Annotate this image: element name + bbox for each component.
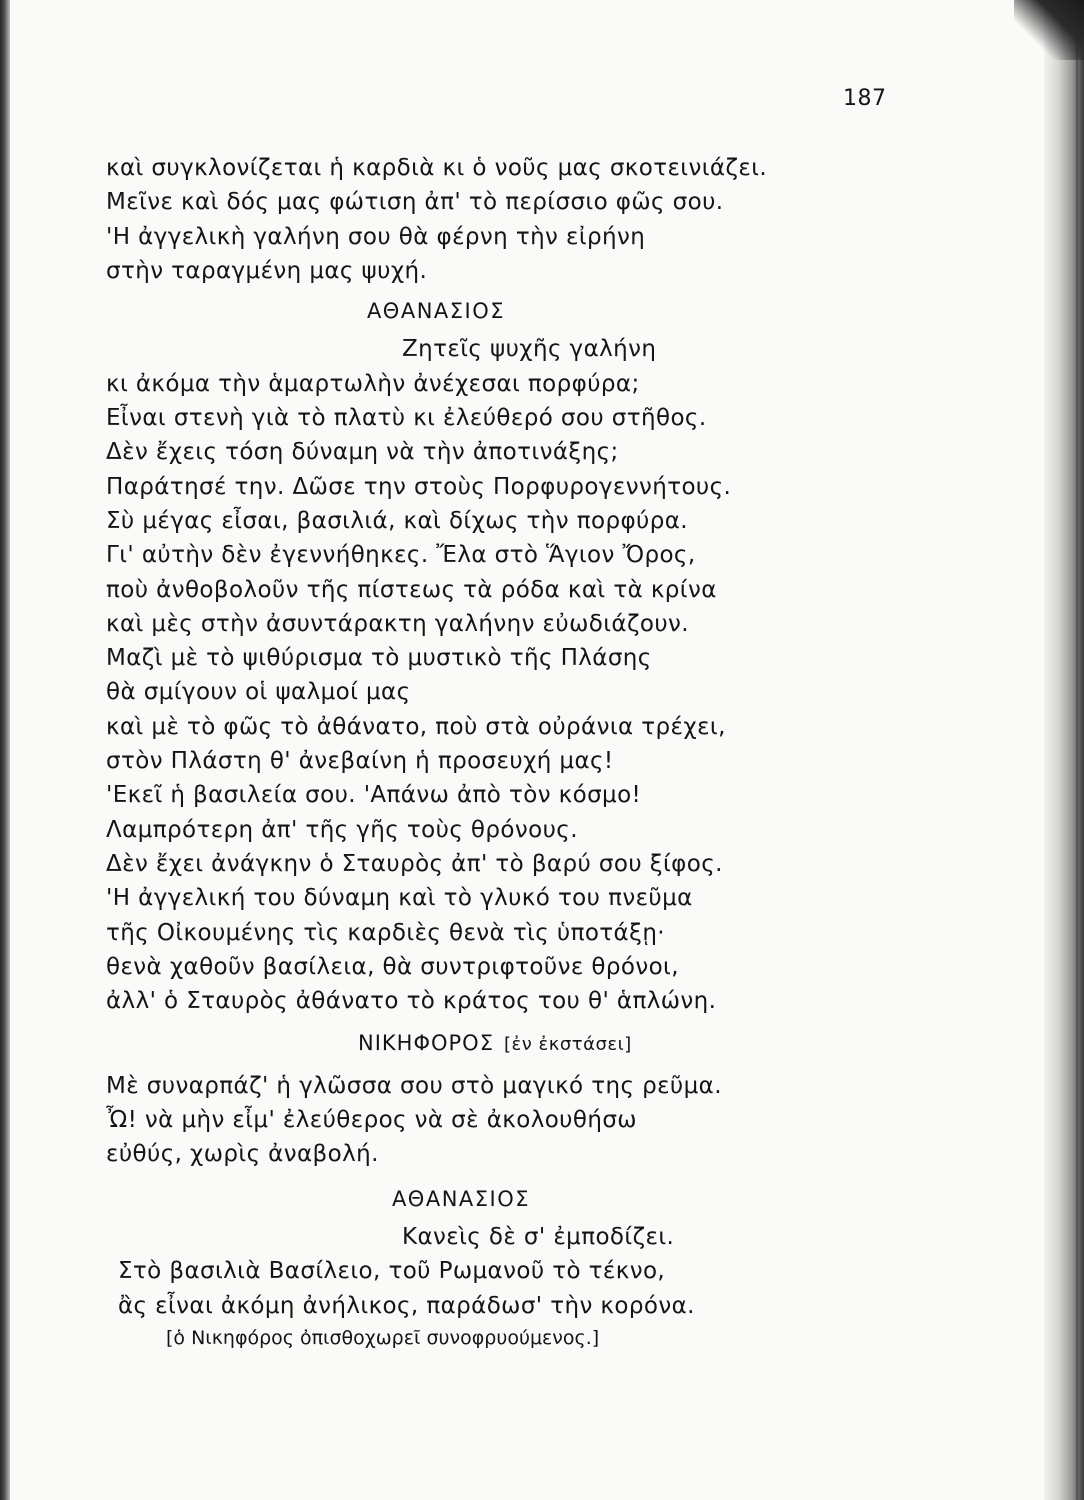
verse-line: Λαμπρότερη ἀπ' τῆς γῆς τοὺς θρόνους. bbox=[106, 816, 578, 843]
verse-line: καὶ συγκλονίζεται ἡ καρδιὰ κι ὁ νοῦς μας σκοτεινιάζει. bbox=[106, 155, 768, 181]
stage-direction: [ἐν ἐκστάσει] bbox=[503, 1034, 632, 1056]
binding-edge bbox=[0, 0, 10, 1500]
verse-line: Εἶναι στενὴ γιὰ τὸ πλατὺ κι ἐλεύθερό σου στῆθος. bbox=[106, 405, 707, 432]
speaker-heading bbox=[106, 1026, 806, 1062]
verse-line: τῆς Οἰκουμένης τὶς καρδιὲς θενὰ τὶς ὑποτάξῃ· bbox=[106, 919, 666, 946]
verse-line: Σὺ μέγας εἶσαι, βασιλιά, καὶ δίχως τὴν πορφύρα. bbox=[106, 507, 689, 534]
verse-line: καὶ μὲς στὴν ἀσυντάρακτη γαλήνην εὐωδιάζουν. bbox=[106, 610, 690, 637]
verse-line: 'Η ἀγγελική του δύναμη καὶ τὸ γλυκό του πνεῦμα bbox=[106, 885, 693, 912]
speaker-name: ΑΘΑΝΑΣΙΟΣ bbox=[366, 299, 506, 324]
verse-line: θενὰ χαθοῦν βασίλεια, θὰ συντριφτοῦνε θρόνοι, bbox=[106, 953, 679, 980]
verse-line: εὐθύς, χωρὶς ἀναβολή. bbox=[106, 1141, 379, 1168]
verse-line: ποὺ ἀνθοβολοῦν τῆς πίστεως τὰ ρόδα καὶ τὰ κρίνα bbox=[106, 576, 717, 603]
verse-line: κι ἀκόμα τὴν ἁμαρτωλὴν ἀνέχεσαι πορφύρα; bbox=[106, 370, 640, 397]
verse-line: καὶ μὲ τὸ φῶς τὸ ἀθάνατο, ποὺ στὰ οὐράνια τρέχει, bbox=[106, 713, 726, 740]
speaker-name: ΝΙΚΗΦΟΡΟΣ bbox=[358, 1031, 494, 1056]
verse-line: 'Εκεῖ ἡ βασιλεία σου. 'Απάνω ἀπὸ τὸν κόσμο! bbox=[106, 782, 642, 809]
verse-line: Μὲ συναρπάζ' ἡ γλῶσσα σου στὸ μαγικό της ρεῦμα. bbox=[106, 1072, 722, 1099]
verse-line: Ζητεῖς ψυχῆς γαλήνη bbox=[402, 336, 657, 363]
verse-line: στὸν Πλάστη θ' ἀνεβαίνη ἡ προσευχή μας! bbox=[106, 748, 614, 775]
verse-line: ἀλλ' ὁ Σταυρὸς ἀθάνατο τὸ κράτος του θ' ἁπλώνη. bbox=[106, 988, 717, 1015]
verse-line: 'Η ἀγγελικὴ γαλήνη σου θὰ φέρνη τὴν εἰρήνη bbox=[106, 223, 646, 250]
verse-line: Στὸ βασιλιὰ Βασίλειο, τοῦ Ρωμανοῦ τὸ τέκνο, bbox=[118, 1258, 666, 1285]
page-corner-shadow bbox=[1014, 0, 1084, 60]
page-stack-edge bbox=[1044, 0, 1084, 1500]
verse-line: Δὲν ἔχεις τόση δύναμη νὰ τὴν ἀποτινάξης; bbox=[106, 439, 619, 466]
verse-line: Παράτησέ την. Δῶσε την στοὺς Πορφυρογεννήτους. bbox=[106, 473, 732, 500]
page-number: 187 bbox=[843, 86, 887, 111]
verse-line: Δὲν ἔχει ἀνάγκην ὁ Σταυρὸς ἀπ' τὸ βαρύ σου ξίφος. bbox=[106, 850, 723, 877]
verse-line: Μαζὶ μὲ τὸ ψιθύρισμα τὸ μυστικὸ τῆς Πλάσης bbox=[106, 645, 652, 672]
verse-line: Ὦ! νὰ μὴν εἶμ' ἐλεύθερος νὰ σὲ ἀκολουθήσω bbox=[106, 1107, 637, 1134]
verse-line: Κανεὶς δὲ σ' ἐμποδίζει. bbox=[402, 1223, 675, 1250]
verse-line: στὴν ταραγμένη μας ψυχή. bbox=[106, 257, 428, 284]
verse-text bbox=[106, 151, 806, 1353]
verse-line: θὰ σμίγουν οἱ ψαλμοί μας bbox=[106, 679, 411, 706]
verse-line: Γι' αὐτὴν δὲν ἐγεννήθηκες. Ἔλα στὸ Ἅγιον Ὄρος, bbox=[106, 542, 696, 569]
speaker-name: ΑΘΑΝΑΣΙΟΣ bbox=[391, 1186, 531, 1211]
stage-direction: [ὁ Νικηφόρος ὀπισθοχωρεῖ συνοφρυούμενος.] bbox=[166, 1326, 600, 1349]
verse-line: ἂς εἶναι ἀκόμη ἀνήλικος, παράδωσ' τὴν κορόνα. bbox=[118, 1292, 695, 1319]
verse-line: Μεῖνε καὶ δός μας φώτιση ἀπ' τὸ περίσσιο φῶς σου. bbox=[106, 189, 724, 216]
